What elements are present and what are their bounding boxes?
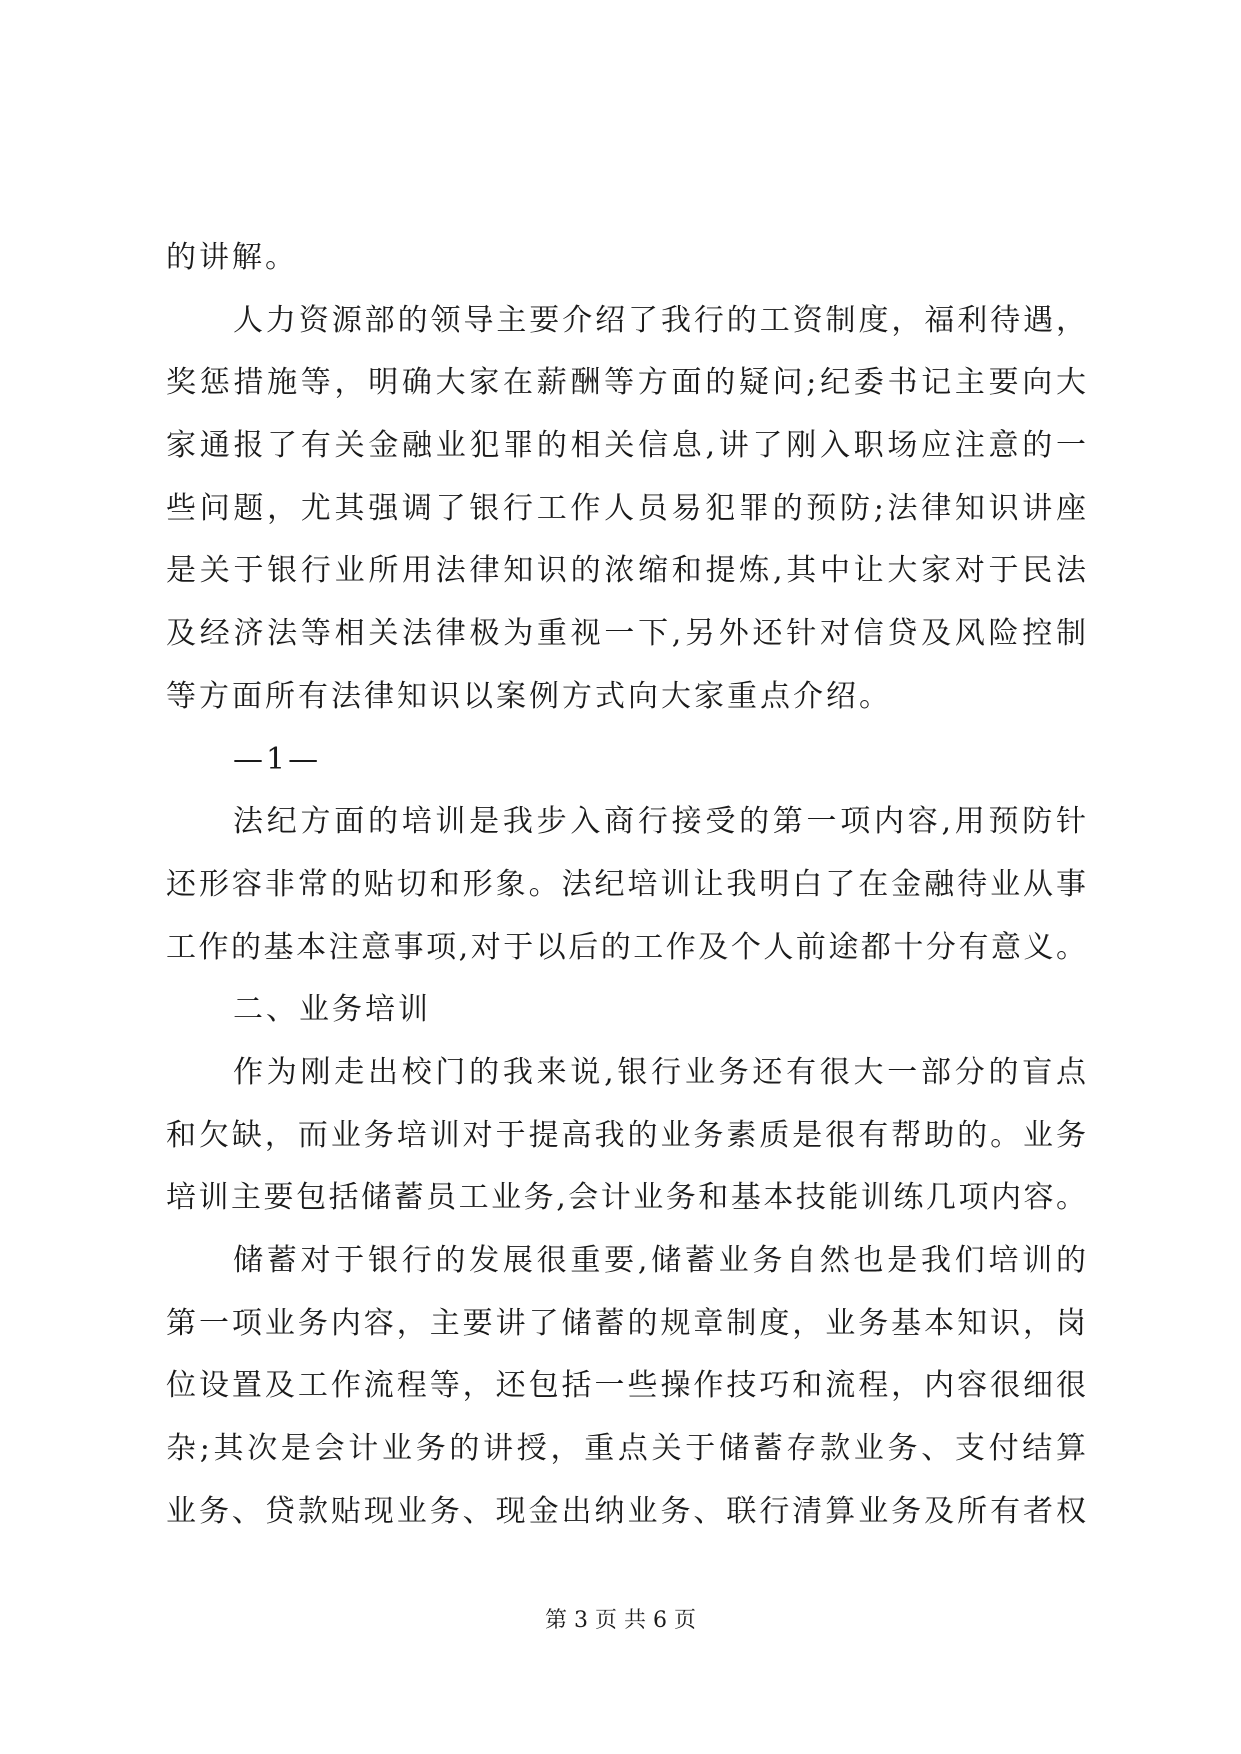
- text-line: 人力资源部的领导主要介绍了我行的工资制度，福利待遇，: [233, 302, 1086, 338]
- text-line: 法纪方面的培训是我步入商行接受的第一项内容,用预防针: [233, 804, 1086, 840]
- text-line: 储蓄对于银行的发展很重要,储蓄业务自然也是我们培训的: [233, 1243, 1086, 1278]
- text-line: 些问题，尤其强调了银行工作人员易犯罪的预防;法律知识讲座: [166, 490, 1086, 526]
- text-line: 业务、贷款贴现业务、现金出纳业务、联行清算业务及所有者权: [166, 1493, 1086, 1529]
- text-line: 等方面所有法律知识以案例方式向大家重点介绍。: [166, 678, 892, 714]
- text-line: 和欠缺，而业务培训对于提高我的业务素质是很有帮助的。业务: [166, 1117, 1086, 1153]
- text-line: 是关于银行业所用法律知识的浓缩和提炼,其中让大家对于民法: [166, 553, 1086, 589]
- text-line: 位设置及工作流程等，还包括一些操作技巧和流程，内容很细很: [166, 1368, 1086, 1404]
- text-line: 工作的基本注意事项,对于以后的工作及个人前途都十分有意义。: [166, 929, 1086, 965]
- text-line: 二、业务培训: [233, 992, 431, 1028]
- text-line: 杂;其次是会计业务的讲授，重点关于储蓄存款业务、支付结算: [166, 1431, 1086, 1467]
- text-line: 及经济法等相关法律极为重视一下,另外还针对信贷及风险控制: [166, 616, 1086, 652]
- text-line: 作为刚走出校门的我来说,银行业务还有很大一部分的盲点: [233, 1054, 1086, 1090]
- text-line: —1—: [233, 741, 322, 777]
- text-line: 家通报了有关金融业犯罪的相关信息,讲了刚入职场应注意的一: [166, 428, 1086, 464]
- text-line: 奖惩措施等，明确大家在薪酬等方面的疑问;纪委书记主要向大: [166, 365, 1086, 401]
- text-line: 的讲解。: [166, 240, 298, 275]
- page-footer: 第 3 页 共 6 页: [545, 1608, 696, 1633]
- document-body: [166, 227, 1086, 1543]
- text-line: 第一项业务内容，主要讲了储蓄的规章制度，业务基本知识，岗: [166, 1305, 1086, 1341]
- text-line: 培训主要包括储蓄员工业务,会计业务和基本技能训练几项内容。: [166, 1180, 1086, 1216]
- text-line: 还形容非常的贴切和形象。法纪培训让我明白了在金融待业从事: [166, 866, 1086, 902]
